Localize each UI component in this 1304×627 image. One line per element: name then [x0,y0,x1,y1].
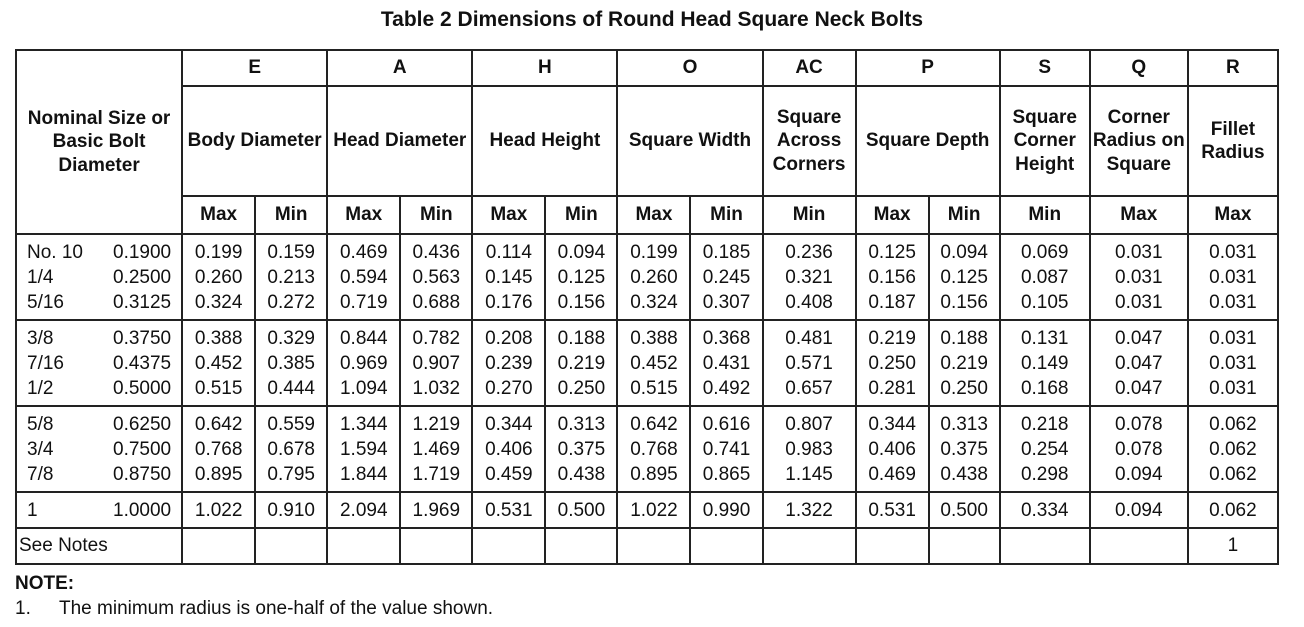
value: 0.844 [339,327,388,349]
value: 0.344 [485,413,533,435]
nominal-size: 5/16 [27,291,64,313]
table-row-group [16,406,1278,492]
value: 0.452 [630,352,678,374]
size-entry [27,326,181,351]
value: 0.250 [557,377,606,399]
basic-diameter: 0.2500 [113,266,172,288]
column-description: Corner Radius on Square [1090,86,1188,196]
value: 0.062 [1209,499,1257,521]
value: 0.047 [1115,327,1163,349]
value: 0.594 [339,266,388,288]
note-number: 1. [15,598,31,619]
value-cell [327,320,400,406]
value-cell [763,406,856,492]
basic-diameter: 0.4375 [113,352,172,374]
value: 0.329 [267,327,315,349]
nominal-size: No. 10 [27,241,83,263]
value-cell [763,492,856,528]
value: 0.406 [868,438,916,460]
value: 0.219 [557,352,606,374]
value-cell [617,320,690,406]
value: 0.298 [1020,463,1069,485]
column-letter: H [472,50,617,86]
value: 0.208 [485,327,533,349]
column-letter: E [182,50,327,86]
column-limit: Max [617,196,690,234]
value: 0.125 [940,266,988,288]
value: 0.406 [485,438,533,460]
value: 0.199 [630,241,678,263]
value-cell [255,406,327,492]
column-letter: P [856,50,1000,86]
value: 0.239 [485,352,533,374]
table-title: Table 2 Dimensions of Round Head Square Neck Bolts [380,8,924,31]
value: 0.642 [630,413,678,435]
value-cell [327,492,400,528]
column-letter: R [1188,50,1278,86]
value: 1.145 [785,463,833,485]
value: 0.313 [557,413,606,435]
nominal-size: 1/2 [27,377,54,399]
value: 0.031 [1115,266,1163,288]
value: 0.807 [785,413,833,435]
value: 1.022 [194,499,243,521]
value: 0.642 [194,413,243,435]
value: 0.678 [267,438,315,460]
basic-diameter: 0.5000 [113,377,172,399]
dimensions-table [15,49,1279,565]
column-limit: Min [255,196,327,234]
note-heading: NOTE: [15,573,75,594]
column-letter: S [1000,50,1090,86]
value-cell [690,492,762,528]
size-entry [27,412,181,437]
header-letter-row [16,50,1278,86]
note-reference-cell [1090,528,1188,564]
note-reference-cell [1000,528,1090,564]
value: 0.969 [339,352,388,374]
value: 0.375 [557,438,606,460]
value: 0.515 [630,377,678,399]
value-cell [327,234,400,320]
value: 0.156 [557,291,606,313]
value-cell [617,492,690,528]
value-cell [617,406,690,492]
value-cell [856,234,929,320]
table-body [16,50,1278,564]
column-description: Square Across Corners [763,86,856,196]
value: 0.782 [412,327,461,349]
value-cell [856,320,929,406]
value: 0.213 [267,266,315,288]
value-cell [255,234,327,320]
column-letter: O [617,50,762,86]
note-reference-cell [690,528,762,564]
column-letter: Q [1090,50,1188,86]
value: 0.408 [785,291,833,313]
column-limit: Max [472,196,545,234]
note-reference-cell [182,528,255,564]
value-cell [545,234,617,320]
value-cell [182,320,255,406]
value: 0.131 [1020,327,1069,349]
note-text: The minimum radius is one-half of the value shown. [59,598,494,619]
value: 0.105 [1020,291,1069,313]
value: 0.795 [267,463,315,485]
column-description: Body Diameter [182,86,327,196]
column-limit: Min [690,196,762,234]
column-limit: Max [1188,196,1278,234]
value: 0.159 [267,241,315,263]
value-cell [1090,406,1188,492]
value: 0.176 [485,291,533,313]
value: 1.594 [339,438,388,460]
note-reference-cell [327,528,400,564]
value-cell [255,320,327,406]
value: 0.492 [702,377,751,399]
value: 0.910 [267,499,315,521]
column-letter: AC [763,50,856,86]
value: 0.768 [194,438,243,460]
value: 0.500 [940,499,988,521]
value: 0.114 [485,241,532,263]
value: 0.219 [868,327,916,349]
column-description: Fillet Radius [1188,86,1278,196]
value-cell [856,492,929,528]
value-cell [856,406,929,492]
value: 1.844 [339,463,388,485]
value: 0.031 [1209,291,1257,313]
value: 0.062 [1209,438,1257,460]
nominal-size: 3/4 [27,438,54,460]
value: 0.983 [785,438,833,460]
value-cell [690,320,762,406]
value: 0.469 [868,463,916,485]
value: 0.260 [194,266,243,288]
value: 0.087 [1020,266,1069,288]
value: 0.388 [194,327,243,349]
nominal-size-cell [16,234,182,320]
note-reference-cell [545,528,617,564]
value-cell [545,320,617,406]
value: 0.199 [194,241,243,263]
value-cell [1000,234,1090,320]
value: 0.188 [940,327,988,349]
value: 0.047 [1115,377,1163,399]
size-entry [27,498,181,523]
value: 0.313 [940,413,988,435]
header-description-row [16,86,1278,196]
value-cell [617,234,690,320]
value: 0.688 [412,291,461,313]
column-description: Head Height [472,86,617,196]
value-cell [929,320,1000,406]
value-cell [472,320,545,406]
value: 0.571 [785,352,833,374]
value: 0.990 [702,499,751,521]
value-cell [1090,234,1188,320]
nominal-size-cell [16,492,182,528]
value-cell [400,492,472,528]
value: 0.094 [1115,463,1163,485]
value-cell [1090,320,1188,406]
basic-diameter: 0.8750 [113,463,172,485]
value: 1.032 [412,377,461,399]
value: 1.344 [339,413,388,435]
value-cell [327,406,400,492]
value: 0.907 [412,352,461,374]
value: 0.062 [1209,463,1257,485]
value: 1.022 [630,499,678,521]
nominal-size-cell [16,406,182,492]
value: 0.270 [485,377,533,399]
column-limit: Min [545,196,617,234]
value-cell [1000,320,1090,406]
value-cell [1188,320,1278,406]
value: 0.250 [868,352,916,374]
size-entry [27,265,181,290]
value-cell [255,492,327,528]
table-row-group [16,492,1278,528]
value: 0.431 [702,352,751,374]
nominal-size: 7/16 [27,352,64,374]
value-cell [1188,406,1278,492]
table-row-group [16,320,1278,406]
see-notes-row [16,528,1278,564]
value: 0.321 [785,266,833,288]
value: 0.657 [785,377,833,399]
value-cell [1188,234,1278,320]
value-cell [1090,492,1188,528]
basic-diameter: 0.6250 [113,413,172,435]
note-reference-cell [400,528,472,564]
value: 0.469 [339,241,388,263]
nominal-size: 1 [27,499,38,521]
value-cell [1188,492,1278,528]
nominal-size-cell [16,320,182,406]
note-reference-cell [617,528,690,564]
value-cell [400,234,472,320]
value: 0.741 [702,438,751,460]
value: 0.616 [702,413,751,435]
value: 0.031 [1115,291,1163,313]
column-description: Square Width [617,86,762,196]
value-cell [929,406,1000,492]
basic-diameter: 0.7500 [113,438,172,460]
value: 0.145 [485,266,533,288]
column-description: Square Corner Height [1000,86,1090,196]
column-limit: Max [856,196,929,234]
value: 0.368 [702,327,751,349]
value: 0.031 [1209,241,1257,263]
column-limit: Min [929,196,1000,234]
value-cell [763,320,856,406]
value: 0.375 [940,438,988,460]
column-limit: Max [182,196,255,234]
value: 0.125 [557,266,606,288]
table-row-group [16,234,1278,320]
note-reference-cell [763,528,856,564]
value-cell [690,234,762,320]
value: 0.388 [630,327,678,349]
column-limit: Max [327,196,400,234]
value: 1.469 [412,438,461,460]
value: 0.531 [485,499,533,521]
value-cell [182,492,255,528]
value: 0.719 [339,291,388,313]
value: 0.125 [868,241,916,263]
value-cell [763,234,856,320]
value: 0.188 [557,327,606,349]
see-notes-label: See Notes [16,528,182,564]
value: 0.031 [1209,377,1257,399]
value: 0.452 [194,352,243,374]
value: 0.436 [412,241,461,263]
value: 1.719 [412,463,461,485]
value: 0.031 [1209,352,1257,374]
value: 0.438 [940,463,988,485]
value: 0.895 [630,463,678,485]
value-cell [1000,406,1090,492]
value-cell [472,406,545,492]
value: 0.031 [1209,266,1257,288]
value: 0.218 [1020,413,1069,435]
value: 0.062 [1209,413,1257,435]
value: 0.307 [702,291,751,313]
value: 0.459 [485,463,533,485]
value: 0.031 [1115,241,1163,263]
size-entry [27,462,181,487]
value: 0.559 [267,413,315,435]
column-limit: Min [763,196,856,234]
nominal-size: 5/8 [27,413,54,435]
nominal-size: 7/8 [27,463,54,485]
value-cell [400,320,472,406]
note-reference-cell [929,528,1000,564]
value: 0.438 [557,463,606,485]
value: 0.768 [630,438,678,460]
value: 0.031 [1209,327,1257,349]
value: 0.156 [868,266,916,288]
value: 0.385 [267,352,315,374]
note-reference-cell [472,528,545,564]
value: 0.324 [630,291,678,313]
value-cell [690,406,762,492]
value: 0.444 [267,377,315,399]
value: 0.250 [940,377,988,399]
value: 0.094 [1115,499,1163,521]
nominal-size: 3/8 [27,327,54,349]
value: 0.069 [1020,241,1069,263]
value: 0.156 [940,291,988,313]
value-cell [929,492,1000,528]
size-entry [27,290,181,315]
value: 0.078 [1115,438,1163,460]
value-cell [400,406,472,492]
value: 0.531 [868,499,916,521]
column-limit: Max [1090,196,1188,234]
value-cell [182,406,255,492]
value-cell [472,492,545,528]
note-item [15,598,493,620]
value: 0.500 [557,499,606,521]
note-reference-cell [856,528,929,564]
header-limit-row [16,196,1278,234]
value: 0.094 [557,241,606,263]
column-description: Head Diameter [327,86,472,196]
value: 0.515 [194,377,243,399]
basic-diameter: 0.3750 [113,327,172,349]
value-cell [182,234,255,320]
value: 2.094 [339,499,388,521]
value: 1.969 [412,499,461,521]
nominal-size: 1/4 [27,266,54,288]
nominal-size-header: Nominal Size or Basic Bolt Diameter [16,50,182,234]
column-description: Square Depth [856,86,1000,196]
column-limit: Min [400,196,472,234]
value: 0.895 [194,463,243,485]
value: 0.245 [702,266,751,288]
value: 0.481 [785,327,833,349]
value: 1.322 [785,499,833,521]
value-cell [929,234,1000,320]
value: 0.078 [1115,413,1163,435]
value: 0.187 [868,291,916,313]
value-cell [545,406,617,492]
note-reference-cell [255,528,327,564]
value: 0.281 [868,377,916,399]
basic-diameter: 0.1900 [113,241,172,263]
value: 0.260 [630,266,678,288]
column-letter: A [327,50,472,86]
size-entry [27,437,181,462]
value-cell [1000,492,1090,528]
value: 0.149 [1020,352,1069,374]
size-entry [27,376,181,401]
value: 0.047 [1115,352,1163,374]
value: 1.219 [412,413,461,435]
value: 0.185 [702,241,751,263]
basic-diameter: 1.0000 [113,499,172,521]
size-entry [27,351,181,376]
value: 1.094 [339,377,388,399]
value: 0.168 [1020,377,1069,399]
value: 0.272 [267,291,315,313]
basic-diameter: 0.3125 [113,291,172,313]
value: 0.865 [702,463,751,485]
value-cell [545,492,617,528]
value: 0.094 [940,241,988,263]
column-limit: Min [1000,196,1090,234]
note-reference-cell: 1 [1188,528,1278,564]
value: 0.236 [785,241,833,263]
value: 0.344 [868,413,916,435]
value-cell [472,234,545,320]
value: 0.324 [194,291,243,313]
value: 0.334 [1020,499,1069,521]
value: 0.254 [1020,438,1069,460]
value: 0.563 [412,266,461,288]
value: 0.219 [940,352,988,374]
size-entry [27,240,181,265]
